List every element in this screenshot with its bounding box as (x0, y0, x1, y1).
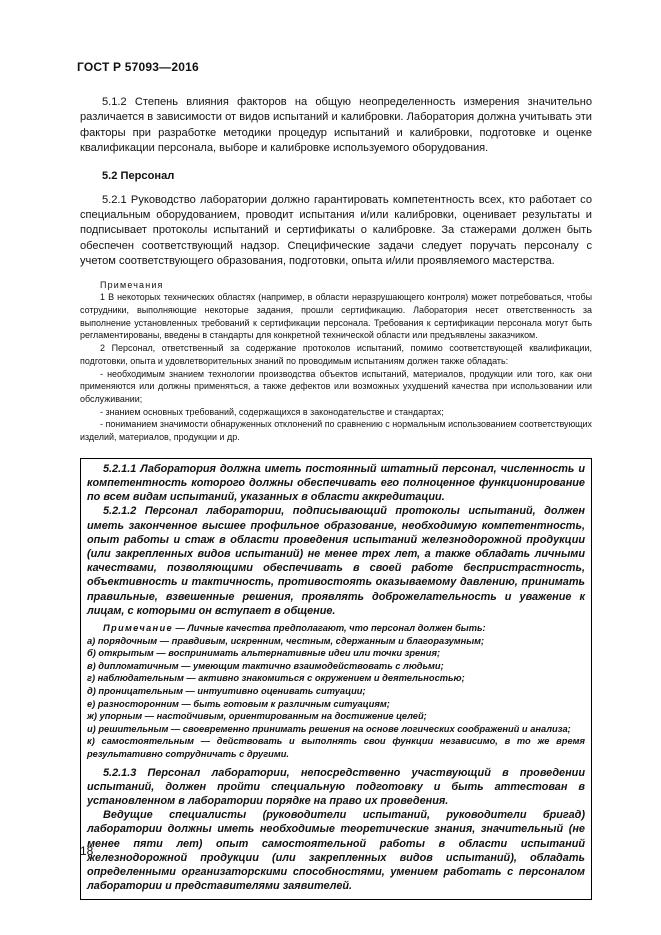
box-note (87, 622, 585, 635)
page-content (80, 95, 592, 900)
list-item: д) проницательным — интуитивно оценивать ситуации; (87, 686, 366, 696)
list-item: к) самостоятельным — действовать и выполнять свои функции независимо, в то же время результативно сотрудничать с другими. (87, 736, 585, 759)
box-note-label: Примечание (103, 623, 173, 634)
box-note-text: — Личные качества предполагают, что персонал должен быть: (172, 623, 486, 634)
paragraph-5-1-2: 5.1.2 Степень влияния факторов на общую неопределенность измерения значительно различается в зависимости от видов испытаний и калибровки. Лаборатория должна учитывать эти факторы при разработке методики процедур испытаний и калибровки, подготовке и оценке квалификации персонала, выборе и калибровке используемого оборудования. (80, 96, 592, 155)
list-item: а) порядочным — правдивым, искренним, честным, сдержанным и благоразумным; (87, 635, 485, 646)
paragraph-5-2-1-1: 5.2.1.1 Лаборатория должна иметь постоянный штатный персонал, численность и компетентность которого должны обеспечивать его полноценное функционирование по всем видам испытаний, указанных в области аккредитации. (87, 462, 585, 504)
framed-supplement (80, 458, 592, 901)
note-2-dash-2: - знанием основных требований, содержащихся в законодательстве и стандартах; (100, 406, 444, 417)
note-2: 2 Персонал, ответственный за содержание протоколов испытаний, помимо соответствующей квалификации, подготовки, опыта и удовлетворительных знаний по проводимым испытаниям должен также обладать: (80, 343, 592, 366)
note-2-dash-1: - необходимым знанием технологии производства объектов испытаний, материалов, продукции или того, как они применяются или должны применяться, а также дефектов или возможных ухудшений качества при использовании или обслуживании; (80, 368, 592, 404)
paragraph-5-2-1-2: 5.2.1.2 Персонал лаборатории, подписывающий протоколы испытаний, должен иметь законченное высшее профильное образование, необходимую компетентность, опыт работы и стаж в области проведения испытаний железнодорожной продукции (или закрепленных видов испытаний) не менее трех лет, а также обладать личными качествами, позволяющими обеспечивать в своей работе беспристрастность, объективность и тактичность, противостоять оказываемому давлению, принимать правильные, взвешенные решения, проявлять доброжелательность и уважение к лицам, с которыми он вступает в общение. (87, 505, 585, 617)
note-1: 1 В некоторых технических областях (например, в области неразрушающего контроля) может потребоваться, чтобы сотрудники, выполняющие некоторые задания, прошли сертификацию. Лаборатория несет ответственность за выполнение установленных требований к сертификации персонала. Требования к сертификации персонала могут быть регламентированы, введены в стандарты для конкретной технической области или предъявлены заказчиком. (80, 292, 592, 341)
list-item: г) наблюдательным — активно знакомиться с окружением и деятельностью; (87, 673, 465, 684)
paragraph-5-2-1: 5.2.1 Руководство лаборатории должно гарантировать компетентность всех, кто работает со специальным оборудованием, проводит испытания и/или калибровки, оценивает результаты и подписывает протоколы испытаний и сертификаты о калибровке. За стажерами должен быть обеспечен соответствующий надзор. Специфические задачи следует поручать персоналу с учетом соответствующего образования, подготовки, опыта и/или проявляемого мастерства. (80, 193, 592, 268)
paragraph-lead-specialists: Ведущие специалисты (руководители испытаний, руководители бригад) лаборатории должны иметь необходимые теоретические знания, значительный (не менее пяти лет) опыт самостоятельной работы в области испытаний железнодорожной продукции (или закрепленных видов испытаний), обладать определенными организаторскими способностями, умением работать с персоналом лаборатории и представителями заявителей. (87, 809, 585, 893)
list-item: в) дипломатичным — умеющим тактично взаимодействовать с людьми; (87, 660, 444, 671)
paragraph-5-2-1-3: 5.2.1.3 Персонал лаборатории, непосредственно участвующий в проведении испытаний, должен пройти специальную подготовку и быть аттестован в установленном в лаборатории порядке на право их проведения. (87, 766, 585, 807)
section-title: 5.2 Персонал (102, 169, 175, 182)
list-item: и) решительным — своевременно принимать решения на основе логических соображений и анализа; (87, 723, 571, 734)
list-item: ж) упорным — настойчивым, ориентированным на достижение целей; (87, 711, 427, 722)
note-2-dash-3: - пониманием значимости обнаруженных отклонений по сравнению с нормальным использованием соответствующих изделий, материалов, продукции и др. (80, 419, 592, 443)
list-item: б) открытым — воспринимать альтернативные идеи или точки зрения; (87, 648, 441, 659)
notes-heading: Примечания (100, 279, 164, 290)
list-item: е) разносторонним — быть готовым к различным ситуациям; (87, 698, 390, 709)
document-header: ГОСТ Р 57093—2016 (77, 60, 199, 74)
page-number: 18 (80, 844, 94, 858)
notes-block (80, 279, 592, 444)
